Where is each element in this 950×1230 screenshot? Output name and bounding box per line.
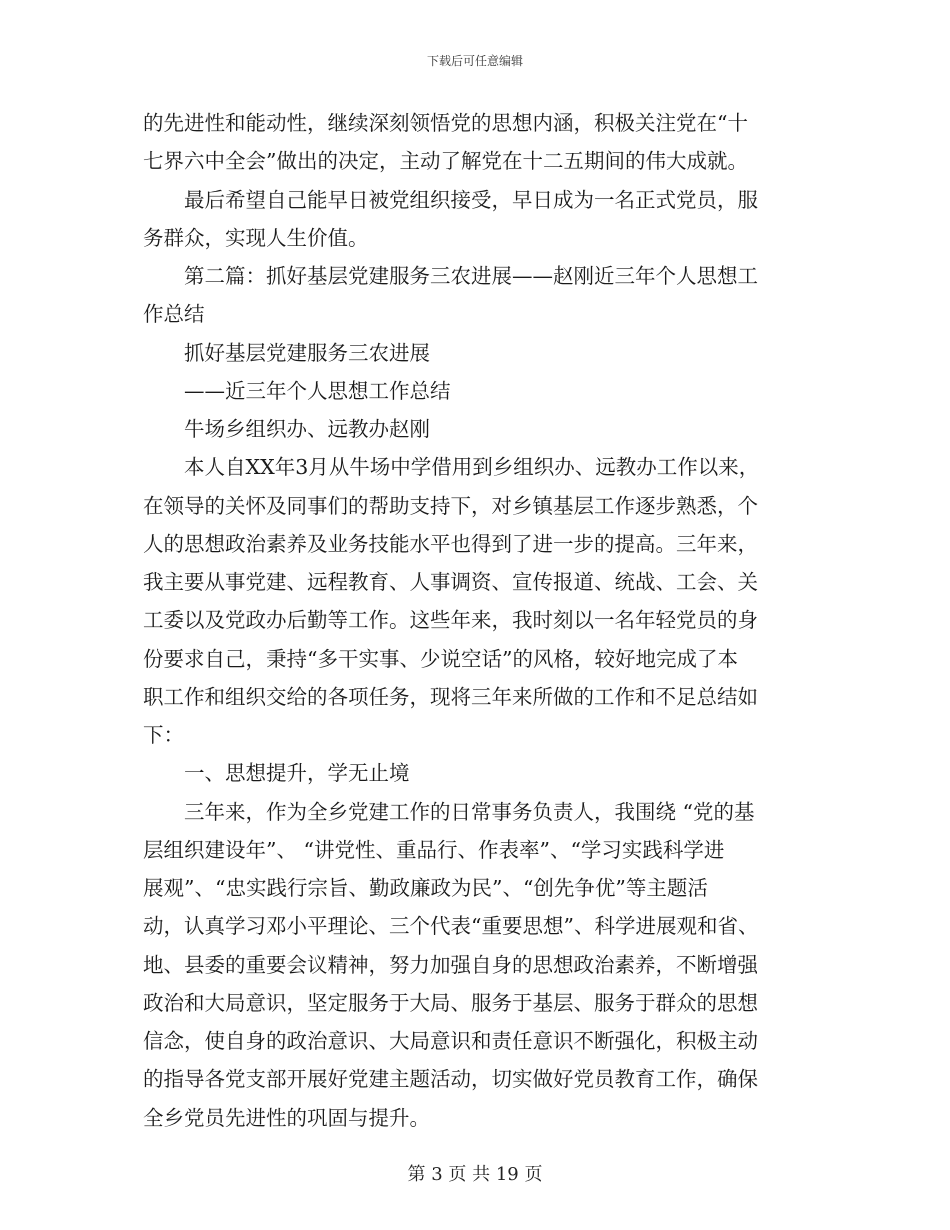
text-line: 人的思想政治素养及业务技能水平也得到了进一步的提高。三年来，: [143, 531, 758, 556]
text-line: 动，认真学习邓小平理论、三个代表“重要思想”、科学进展观和省、: [143, 914, 759, 939]
text-line: 作总结: [143, 302, 205, 327]
page-number: 第 3 页 共 19 页: [407, 1164, 543, 1185]
text-line: 职工作和组织交给的各项任务，现将三年来所做的工作和不足总结如: [143, 684, 758, 709]
text-line: 三年来，作为全乡党建工作的日常事务负责人，我围绕 “党的基: [184, 799, 755, 824]
text-line: 第二篇：抓好基层党建服务三农进展——赵刚近三年个人思想工: [184, 264, 758, 288]
text-line: 牛场乡组织办、远教办赵刚: [184, 417, 430, 441]
text-line: 份要求自己，秉持“多干实事、少说空话”的风格，较好地完成了本: [143, 646, 738, 671]
text-line: 全乡党员先进性的巩固与提升。: [143, 1105, 430, 1130]
text-line: 我主要从事党建、远程教育、人事调资、宣传报道、统战、工会、关: [143, 570, 758, 594]
text-line: 本人自XX年3月从牛场中学借用到乡组织办、远教办工作以来，: [184, 455, 760, 480]
text-line: 的先进性和能动性，继续深刻领悟党的思想内涵，积极关注党在“十: [143, 111, 748, 135]
text-line: 下：: [143, 723, 184, 747]
text-line: 务群众，实现人生价值。: [143, 225, 369, 250]
document-body: [143, 104, 805, 1137]
text-line: 地、县委的重要会议精神，努力加强自身的思想政治素养，不断增强: [143, 952, 758, 977]
text-line: 抓好基层党建服务三农进展: [184, 340, 430, 365]
text-line: 七界六中全会”做出的决定，主动了解党在十二五期间的伟大成就。: [143, 149, 748, 174]
text-line: 政治和大局意识，坚定服务于大局、服务于基层、服务于群众的思想: [143, 990, 758, 1015]
text-line: 工委以及党政办后勤等工作。这些年来，我时刻以一名年轻党员的身: [143, 608, 758, 633]
text-line: ——近三年个人思想工作总结: [184, 378, 451, 403]
text-line: 展观”、“忠实践行宗旨、勤政廉政为民”、“创先争优”等主题活: [143, 876, 708, 900]
text-line: 的指导各党支部开展好党建主题活动，切实做好党员教育工作，确保: [143, 1067, 758, 1092]
text-line: 层组织建设年”、 “讲党性、重品行、作表率”、“学习实践科学进: [143, 837, 725, 862]
page-header-note: 下载后可任意编辑: [426, 54, 523, 68]
text-line: 最后希望自己能早日被党组织接受，早日成为一名正式党员，服: [184, 187, 758, 212]
text-line: 在领导的关怀及同事们的帮助支持下，对乡镇基层工作逐步熟悉，个: [143, 493, 758, 518]
text-line: 信念，使自身的政治意识、大局意识和责任意识不断强化，积极主动: [143, 1029, 758, 1053]
text-line: 一、思想提升，学无止境: [184, 761, 410, 786]
